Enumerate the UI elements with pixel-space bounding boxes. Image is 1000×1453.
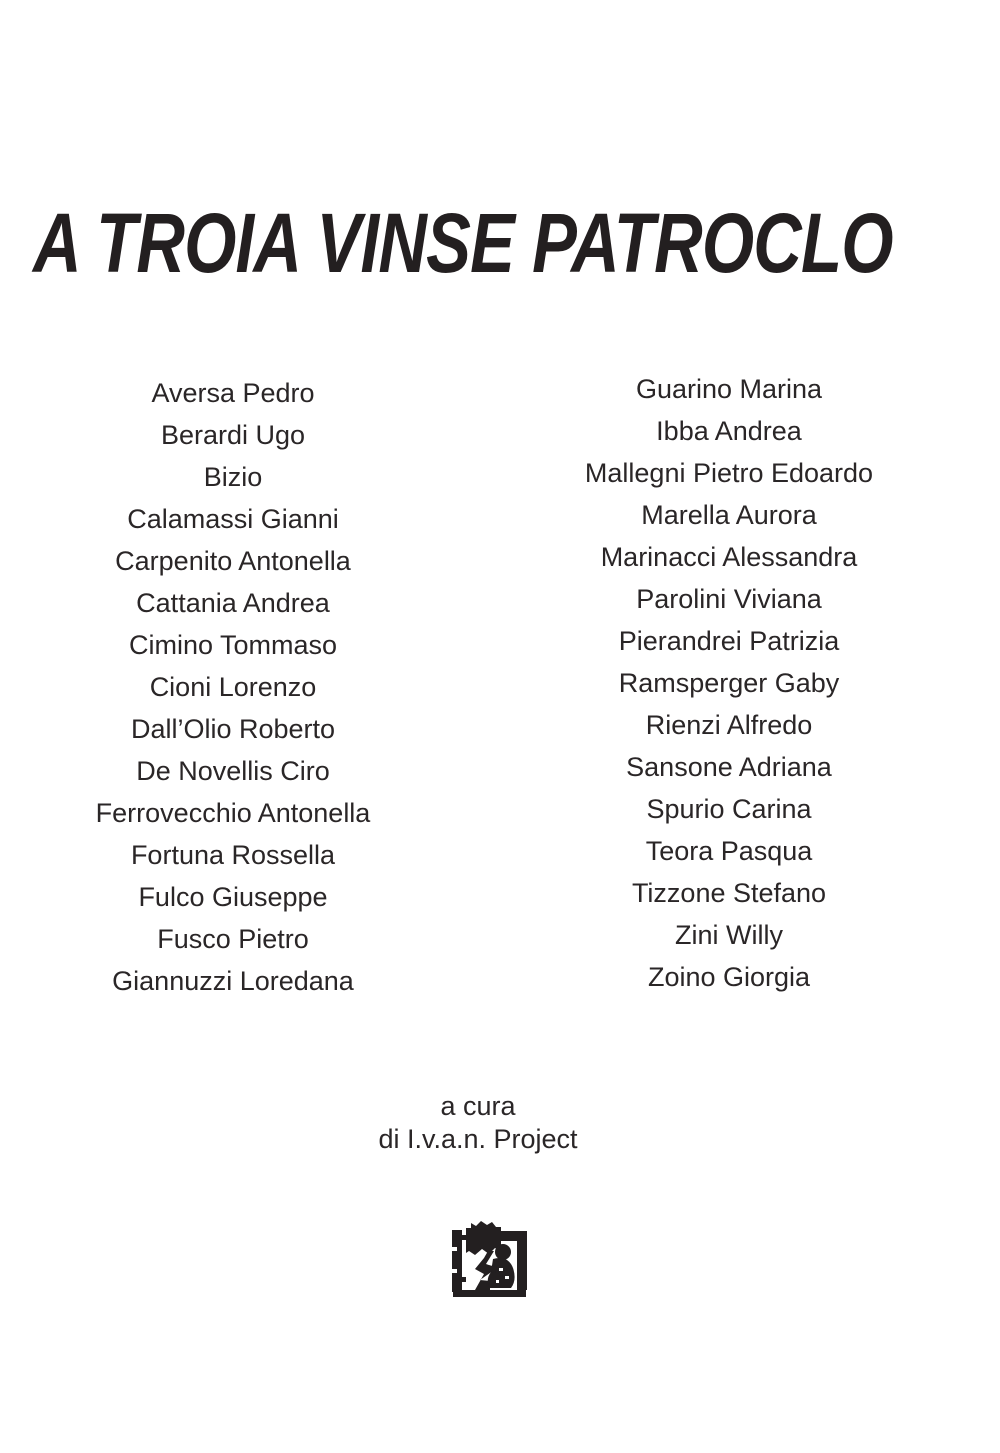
page-title: A TROIA VINSE PATROCLO — [33, 196, 893, 291]
curator-credit — [278, 1090, 678, 1156]
contributor-name: Berardi Ugo — [160, 420, 306, 450]
contributor-name: Carpenito Antonella — [115, 546, 351, 576]
contributor-name: Teora Pasqua — [645, 836, 813, 866]
credit-line-1: a cura — [440, 1091, 516, 1121]
contributor-name: Fulco Giuseppe — [138, 882, 328, 912]
contributor-name: Cioni Lorenzo — [149, 672, 317, 702]
publisher-logo-icon — [444, 1218, 536, 1304]
contributor-name: Parolini Viviana — [636, 584, 822, 614]
contributors-left-column — [13, 372, 453, 1002]
contributor-name: Bizio — [203, 462, 263, 492]
contributor-name: Marinacci Alessandra — [600, 542, 858, 572]
contributor-name: Cattania Andrea — [136, 588, 330, 618]
credit-line-2: di I.v.a.n. Project — [378, 1124, 578, 1154]
contributors-right-column — [509, 368, 949, 998]
contributor-name: Dall’Olio Roberto — [130, 714, 336, 744]
contributor-name: Giannuzzi Loredana — [112, 966, 354, 996]
contributor-name: Rienzi Alfredo — [645, 710, 813, 740]
contributor-name: De Novellis Ciro — [136, 756, 330, 786]
contributor-name: Zoino Giorgia — [647, 962, 811, 992]
contributor-name: Pierandrei Patrizia — [618, 626, 840, 656]
contributor-name: Fortuna Rossella — [130, 840, 336, 870]
contributor-name: Sansone Adriana — [626, 752, 832, 782]
contributor-name: Tizzone Stefano — [631, 878, 827, 908]
contributor-name: Ibba Andrea — [656, 416, 802, 446]
contributor-name: Spurio Carina — [646, 794, 812, 824]
contributor-name: Zini Willy — [675, 920, 783, 950]
contributor-name: Mallegni Pietro Edoardo — [584, 458, 874, 488]
contributor-name: Marella Aurora — [641, 500, 817, 530]
contributor-name: Guarino Marina — [635, 374, 823, 404]
contributor-name: Ferrovecchio Antonella — [95, 798, 371, 828]
contributor-name: Fusco Pietro — [157, 924, 309, 954]
contributor-name: Cimino Tommaso — [128, 630, 338, 660]
contributor-name: Aversa Pedro — [151, 378, 315, 408]
contributor-name: Calamassi Gianni — [127, 504, 339, 534]
contributor-name: Ramsperger Gaby — [618, 668, 840, 698]
